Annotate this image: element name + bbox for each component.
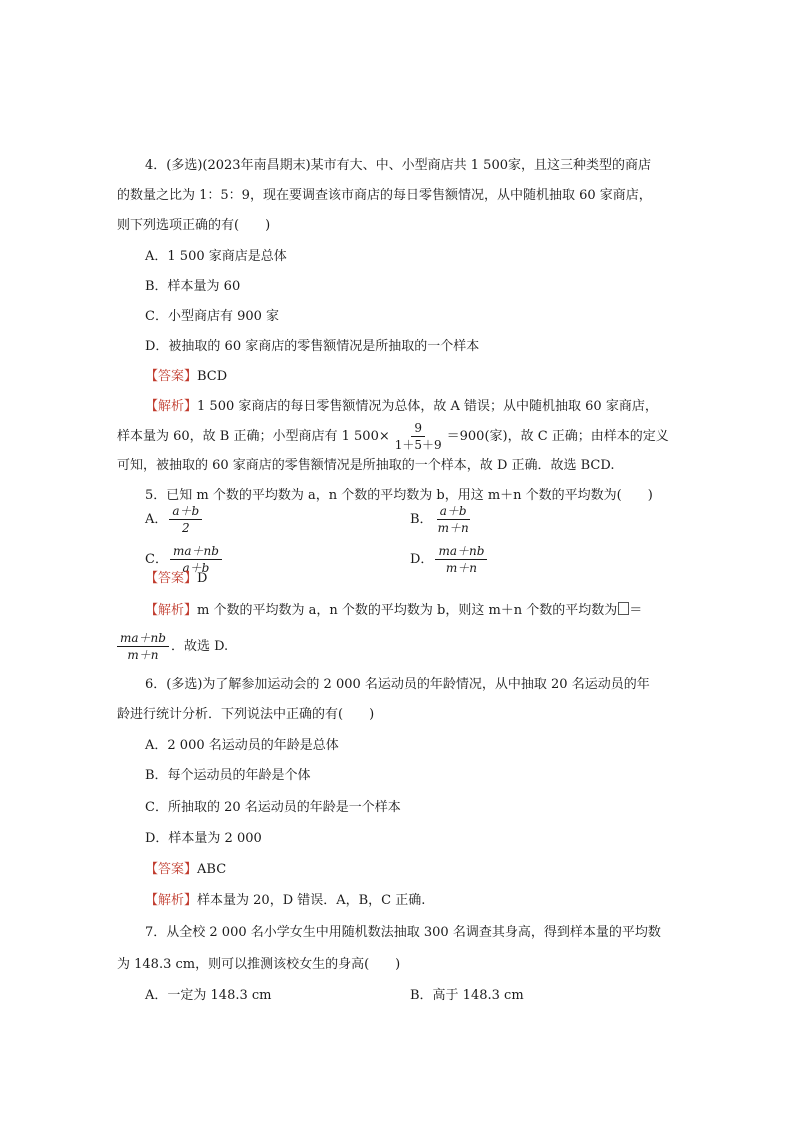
q5-option-a	[145, 503, 204, 536]
q6-option-d: D．样本量为 2 000	[145, 831, 262, 846]
answer-tag: 【答案】	[145, 862, 198, 877]
fraction	[435, 503, 472, 536]
q5-analysis-line2	[115, 630, 228, 663]
fraction-numerator: 9	[411, 420, 425, 437]
fraction	[169, 503, 202, 536]
fraction-numerator: a＋b	[169, 503, 202, 520]
fraction	[117, 630, 169, 663]
q7-option-b: B．高于 148.3 cm	[410, 988, 524, 1003]
q5-option-b	[410, 503, 474, 536]
q4-analysis-line3: 可知，被抽取的 60 家商店的零售额情况是所抽取的一个样本，故 D 正确．故选 BCD.	[117, 458, 615, 473]
fraction-denominator: a＋b	[182, 561, 210, 575]
option-label: D．	[410, 552, 434, 567]
q4-analysis-line2	[117, 420, 669, 453]
fraction-denominator: 1＋5＋9	[394, 438, 442, 452]
q5-stem: 5．已知 m 个数的平均数为 a，n 个数的平均数为 b，用这 m＋n 个数的平均数为( )	[145, 488, 653, 503]
fraction-numerator: ma＋nb	[435, 543, 487, 560]
fraction-denominator: 2	[181, 521, 190, 535]
q5-answer	[145, 570, 207, 588]
q6-stem-line1: 6．(多选)为了解参加运动会的 2 000 名运动员的年龄情况，从中抽取 20 名运动员的年	[145, 677, 650, 692]
q4-option-a: A．1 500 家商店是总体	[145, 249, 287, 264]
analysis-text: 样本量为 20，D 错误．A，B，C 正确.	[197, 893, 426, 908]
missing-glyph-icon	[618, 602, 629, 615]
q4-stem-line2: 的数量之比为 1：5：9，现在要调查该市商店的每日零售额情况，从中随机抽取 60 家商店，	[117, 188, 652, 203]
option-label: B．	[410, 512, 433, 527]
q5-option-d	[410, 543, 489, 576]
analysis-text: m 个数的平均数为 a，n 个数的平均数为 b，则这 m＋n 个数的平均数为	[197, 603, 618, 618]
analysis-text: 1 500 家商店的每日零售额情况为总体，故 A 错误；从中随机抽取 60 家商店，	[197, 399, 658, 414]
q5-analysis-line1	[145, 602, 642, 620]
q6-option-c: C．所抽取的 20 名运动员的年龄是一个样本	[145, 800, 401, 815]
q4-stem-line1: 4．(多选)(2023年南昌期末)某市有大、中、小型商店共 1 500家，且这三种类型的商店	[145, 158, 651, 173]
q7-stem-line1: 7．从全校 2 000 名小学女生中用随机数法抽取 300 名调查其身高，得到样本量的平均数	[145, 925, 661, 940]
analysis-text: ＝900(家)，故 C 正确；由样本的定义	[446, 429, 669, 444]
q4-option-c: C．小型商店有 900 家	[145, 309, 280, 324]
fraction-numerator: ma＋nb	[170, 543, 222, 560]
q6-answer	[145, 861, 226, 879]
answer-value: BCD	[197, 369, 228, 384]
q4-answer	[145, 368, 227, 386]
fraction-denominator: m＋n	[127, 648, 159, 662]
analysis-tag: 【解析】	[145, 603, 198, 618]
equals-sign: ＝	[629, 603, 643, 618]
fraction	[435, 543, 487, 576]
q4-option-d: D．被抽取的 60 家商店的零售额情况是所抽取的一个样本	[145, 339, 480, 354]
fraction-denominator: m＋n	[445, 561, 477, 575]
q4-option-b: B．样本量为 60	[145, 279, 241, 294]
q6-stem-line2: 龄进行统计分析．下列说法中正确的有( )	[117, 707, 375, 722]
q6-option-a: A．2 000 名运动员的年龄是总体	[145, 738, 339, 753]
q4-stem-line3: 则下列选项正确的有( )	[117, 218, 271, 233]
q7-option-a: A．一定为 148.3 cm	[145, 988, 272, 1003]
analysis-tag: 【解析】	[145, 399, 198, 414]
answer-tag: 【答案】	[145, 369, 198, 384]
fraction-denominator: m＋n	[437, 521, 469, 535]
analysis-text: 样本量为 60，故 B 正确；小型商店有 1 500×	[117, 429, 390, 444]
q7-stem-line2: 为 148.3 cm，则可以推测该校女生的身高( )	[117, 957, 401, 972]
analysis-tag: 【解析】	[145, 893, 198, 908]
option-label: A．	[145, 512, 168, 527]
fraction-numerator: a＋b	[437, 503, 470, 520]
answer-value: ABC	[197, 862, 227, 877]
q6-analysis	[145, 892, 425, 910]
answer-tag: 【答案】	[145, 571, 198, 586]
fraction	[392, 420, 445, 453]
q4-analysis-line1	[145, 398, 658, 416]
analysis-text: ．故选 D.	[170, 639, 229, 654]
q6-option-b: B．每个运动员的年龄是个体	[145, 768, 311, 783]
fraction-numerator: ma＋nb	[117, 630, 169, 647]
answer-value: D	[197, 571, 208, 586]
option-label: C．	[145, 552, 168, 567]
